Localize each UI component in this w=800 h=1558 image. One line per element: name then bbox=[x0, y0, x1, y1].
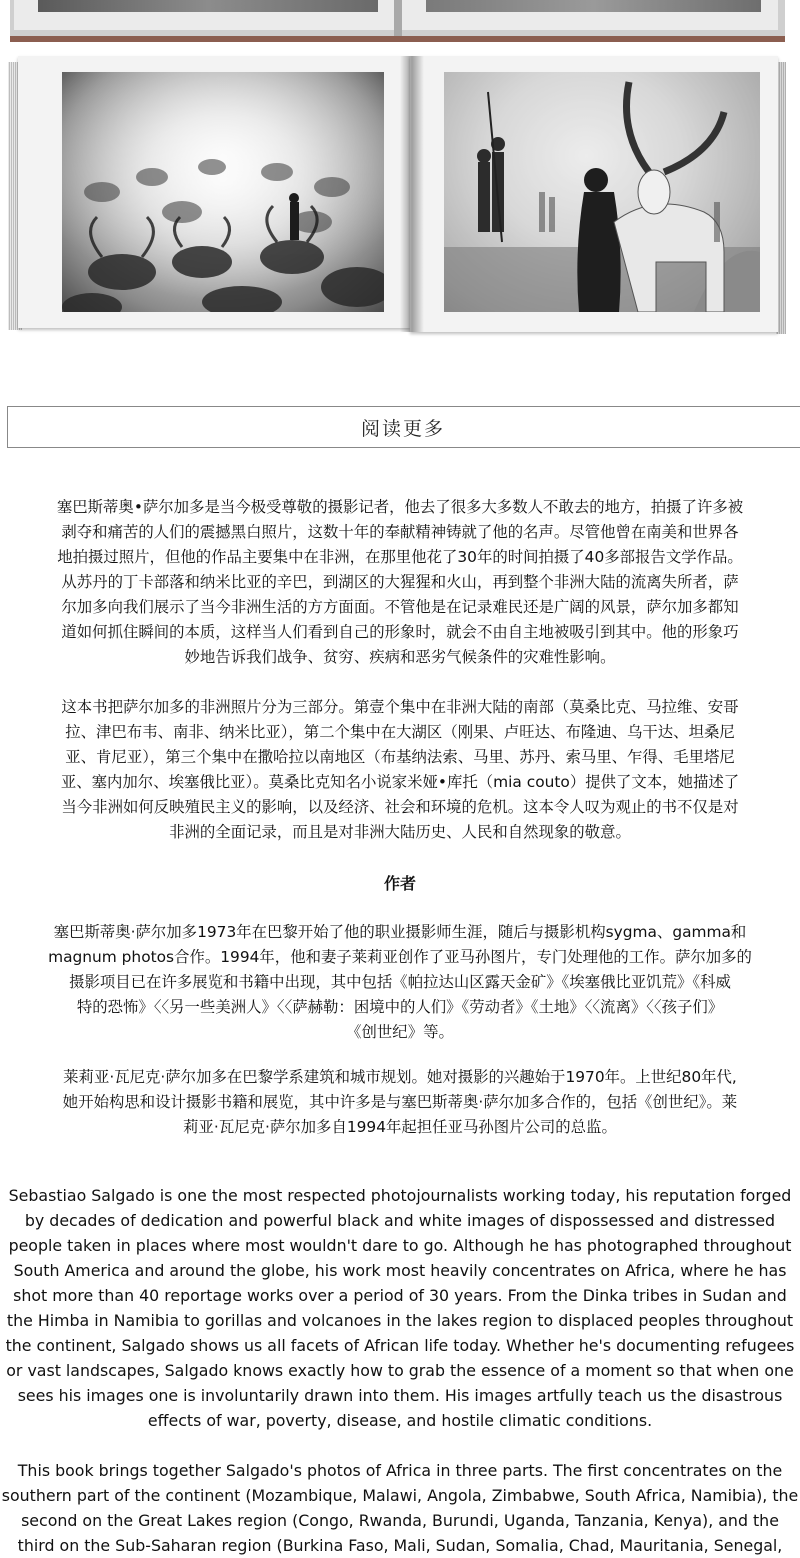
photo-top-left bbox=[38, 0, 378, 12]
text-line: 地拍摄过照片，但他的作品主要集中在非洲，在那里他花了30年的时间拍摄了40多部报告文学作品。 bbox=[57, 548, 743, 566]
text-line: 道如何抓住瞬间的本质，这样当人们看到自己的形象时，就会不由自主地被吸引到其中。他的形象巧 bbox=[61, 623, 739, 641]
text-line: 塞巴斯蒂奥·萨尔加多1973年在巴黎开始了他的职业摄影师生涯，随后与摄影机构sygma、gamma和 bbox=[53, 923, 747, 941]
text-line: 拉、津巴布韦、南非、纳米比亚），第二个集中在大湖区（刚果、卢旺达、布隆迪、乌干达、坦桑尼 bbox=[65, 723, 735, 741]
text-line: 当今非洲如何反映殖民主义的影响，以及经济、社会和环境的危机。这本令人叹为观止的书不仅是对 bbox=[61, 798, 739, 816]
cattle-herd-photo bbox=[62, 72, 384, 312]
text-line: sees his images one is involuntarily drawn into them. His images artfully teach us the disastrous bbox=[17, 1386, 783, 1405]
book-top-spread bbox=[10, 0, 785, 42]
text-line: by decades of dedication and powerful black and white images of dispossessed and distressed bbox=[24, 1211, 776, 1230]
description-zh-paragraph-1 bbox=[0, 495, 800, 670]
text-line: 她开始构思和设计摄影书籍和展览，其中许多是与塞巴斯蒂奥·萨尔加多合作的，包括《创世纪》。莱 bbox=[62, 1093, 738, 1111]
photo-top-right bbox=[426, 0, 761, 12]
text-line: 亚、塞内加尔、埃塞俄比亚）。莫桑比克知名小说家米娅•库托（mia couto）提供了文本，她描述了 bbox=[60, 773, 740, 791]
text-line: magnum photos合作。1994年，他和妻子莱莉亚创作了亚马孙图片，专门处理他的工作。萨尔加多的 bbox=[48, 948, 752, 966]
text-line: South America and around the globe, his work most heavily concentrates on Africa, where he has bbox=[13, 1261, 787, 1280]
description-en-paragraph-1 bbox=[0, 1183, 800, 1433]
text-line: 莱莉亚·瓦尼克·萨尔加多在巴黎学系建筑和城市规划。她对摄影的兴趣始于1970年。上世纪80年代, bbox=[63, 1068, 737, 1086]
book-open-spread bbox=[8, 56, 786, 338]
text-line: 非洲的全面记录，而且是对非洲大陆历史、人民和自然现象的敬意。 bbox=[169, 823, 631, 841]
text-line: 剥夺和痛苦的人们的震撼黑白照片，这数十年的奉献精神铸就了他的名声。尽管他曾在南美和世界各 bbox=[61, 523, 739, 541]
text-line: 这本书把萨尔加多的非洲照片分为三部分。第壹个集中在非洲大陆的南部（莫桑比克、马拉维、安哥 bbox=[61, 698, 739, 716]
text-line: people taken in places where most wouldn't dare to go. Although he has photographed throughout bbox=[8, 1236, 792, 1255]
author-bio-zh-1 bbox=[0, 920, 800, 1045]
text-line: 摄影项目已在许多展览和书籍中出现，其中包括《帕拉达山区露天金矿》《埃塞俄比亚饥荒》《科威 bbox=[69, 973, 731, 991]
author-heading: 作者 bbox=[383, 874, 416, 893]
dinka-herder-photo bbox=[444, 72, 760, 312]
product-photo bbox=[0, 0, 800, 345]
text-line: the continent, Salgado shows us all facets of African life today. Whether he's documenting refugees bbox=[5, 1336, 795, 1355]
text-line: 特的恐怖》〈〈另一些美洲人》〈〈萨赫勒：困境中的人们》《劳动者》《土地》〈〈流离》〈〈孩子们》 bbox=[76, 998, 724, 1016]
text-line: 莉亚·瓦尼克·萨尔加多自1994年起担任亚马孙图片公司的总监。 bbox=[183, 1118, 617, 1136]
text-line: Sebastiao Salgado is one the most respected photojournalists working today, his reputation forged bbox=[8, 1186, 792, 1205]
text-line: effects of war, poverty, disease, and hostile climatic conditions. bbox=[147, 1411, 653, 1430]
text-line: 塞巴斯蒂奥•萨尔加多是当今极受尊敬的摄影记者，他去了很多大多数人不敢去的地方，拍摄了许多被 bbox=[56, 498, 744, 516]
text-line: 妙地告诉我们战争、贫穷、疾病和恶劣气候条件的灾难性影响。 bbox=[184, 648, 616, 666]
text-line: second on the Great Lakes region (Congo, Rwanda, Burundi, Uganda, Tanzania, Kenya), and the bbox=[21, 1511, 779, 1530]
description-en-paragraph-2 bbox=[0, 1458, 800, 1558]
text-line: third on the Sub-Saharan region (Burkina Faso, Mali, Sudan, Somalia, Chad, Mauritania, Senegal, bbox=[17, 1536, 783, 1555]
description-zh-paragraph-2 bbox=[0, 695, 800, 845]
text-line: This book brings together Salgado's photos of Africa in three parts. The first concentrates on the bbox=[17, 1461, 783, 1480]
read-more-button[interactable] bbox=[7, 406, 800, 448]
text-line: the Himba in Namibia to gorillas and volcanoes in the lakes region to displaced peoples throughout bbox=[6, 1311, 794, 1330]
text-line: 《创世纪》等。 bbox=[346, 1023, 454, 1041]
text-line: southern part of the continent (Mozambique, Malawi, Angola, Zimbabwe, South Africa, Namibia), the bbox=[1, 1486, 799, 1505]
text-line: shot more than 40 reportage works over a period of 30 years. From the Dinka tribes in Sudan and bbox=[13, 1286, 787, 1305]
text-line: 从苏丹的丁卡部落和纳米比亚的辛巴，到湖区的大猩猩和火山，再到整个非洲大陆的流离失所者，萨 bbox=[61, 573, 739, 591]
text-line: 尔加多向我们展示了当今非洲生活的方方面面。不管他是在记录难民还是广阔的风景，萨尔加多都知 bbox=[61, 598, 739, 616]
read-more-label: 阅读更多 bbox=[360, 417, 445, 440]
text-line: 亚、肯尼亚），第三个集中在撒哈拉以南地区（布基纳法索、马里、苏丹、索马里、乍得、毛里塔尼 bbox=[65, 748, 735, 766]
author-bio-zh-2 bbox=[0, 1065, 800, 1140]
text-line: or vast landscapes, Salgado knows exactly how to grab the essence of a moment so that when one bbox=[6, 1361, 794, 1380]
